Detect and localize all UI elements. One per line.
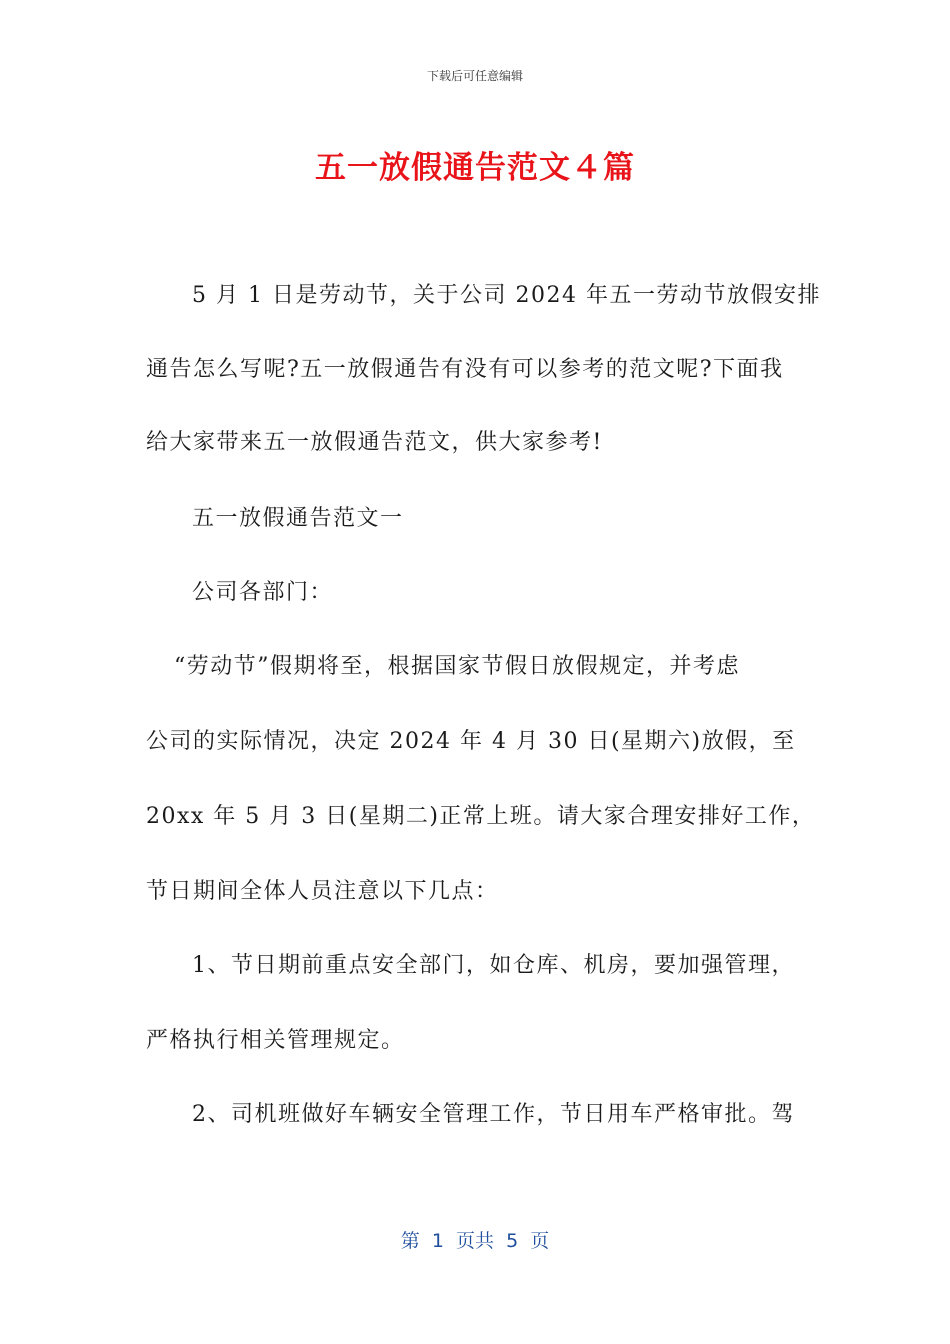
section-heading: 五一放假通告范文一 — [192, 506, 404, 531]
paragraph-line: 通告怎么写呢?五一放假通告有没有可以参考的范文呢?下面我 — [146, 357, 784, 382]
header-note: 下载后可任意编辑 — [426, 69, 523, 83]
list-item: 1、节日期前重点安全部门，如仓库、机房，要加强管理， — [192, 953, 795, 978]
document-title: 五一放假通告范文４篇 — [315, 150, 635, 186]
paragraph-line: 公司的实际情况，决定 2024 年 4 月 30 日(星期六)放假，至 — [146, 729, 796, 754]
paragraph-line: 给大家带来五一放假通告范文，供大家参考! — [146, 430, 603, 455]
paragraph-line: “劳动节”假期将至，根据国家节假日放假规定，并考虑 — [174, 654, 740, 679]
paragraph-line: 节日期间全体人员注意以下几点： — [146, 879, 499, 904]
paragraph-line: 20xx 年 5 月 3 日(星期二)正常上班。请大家合理安排好工作， — [146, 804, 816, 829]
paragraph-line: 5 月 1 日是劳动节，关于公司 2024 年五一劳动节放假安排 — [192, 283, 821, 308]
list-item-continuation: 严格执行相关管理规定。 — [146, 1028, 405, 1053]
page-number-footer: 第 1 页共 5 页 — [400, 1230, 550, 1252]
salutation: 公司各部门： — [192, 580, 334, 605]
list-item: 2、司机班做好车辆安全管理工作，节日用车严格审批。驾 — [192, 1102, 795, 1127]
